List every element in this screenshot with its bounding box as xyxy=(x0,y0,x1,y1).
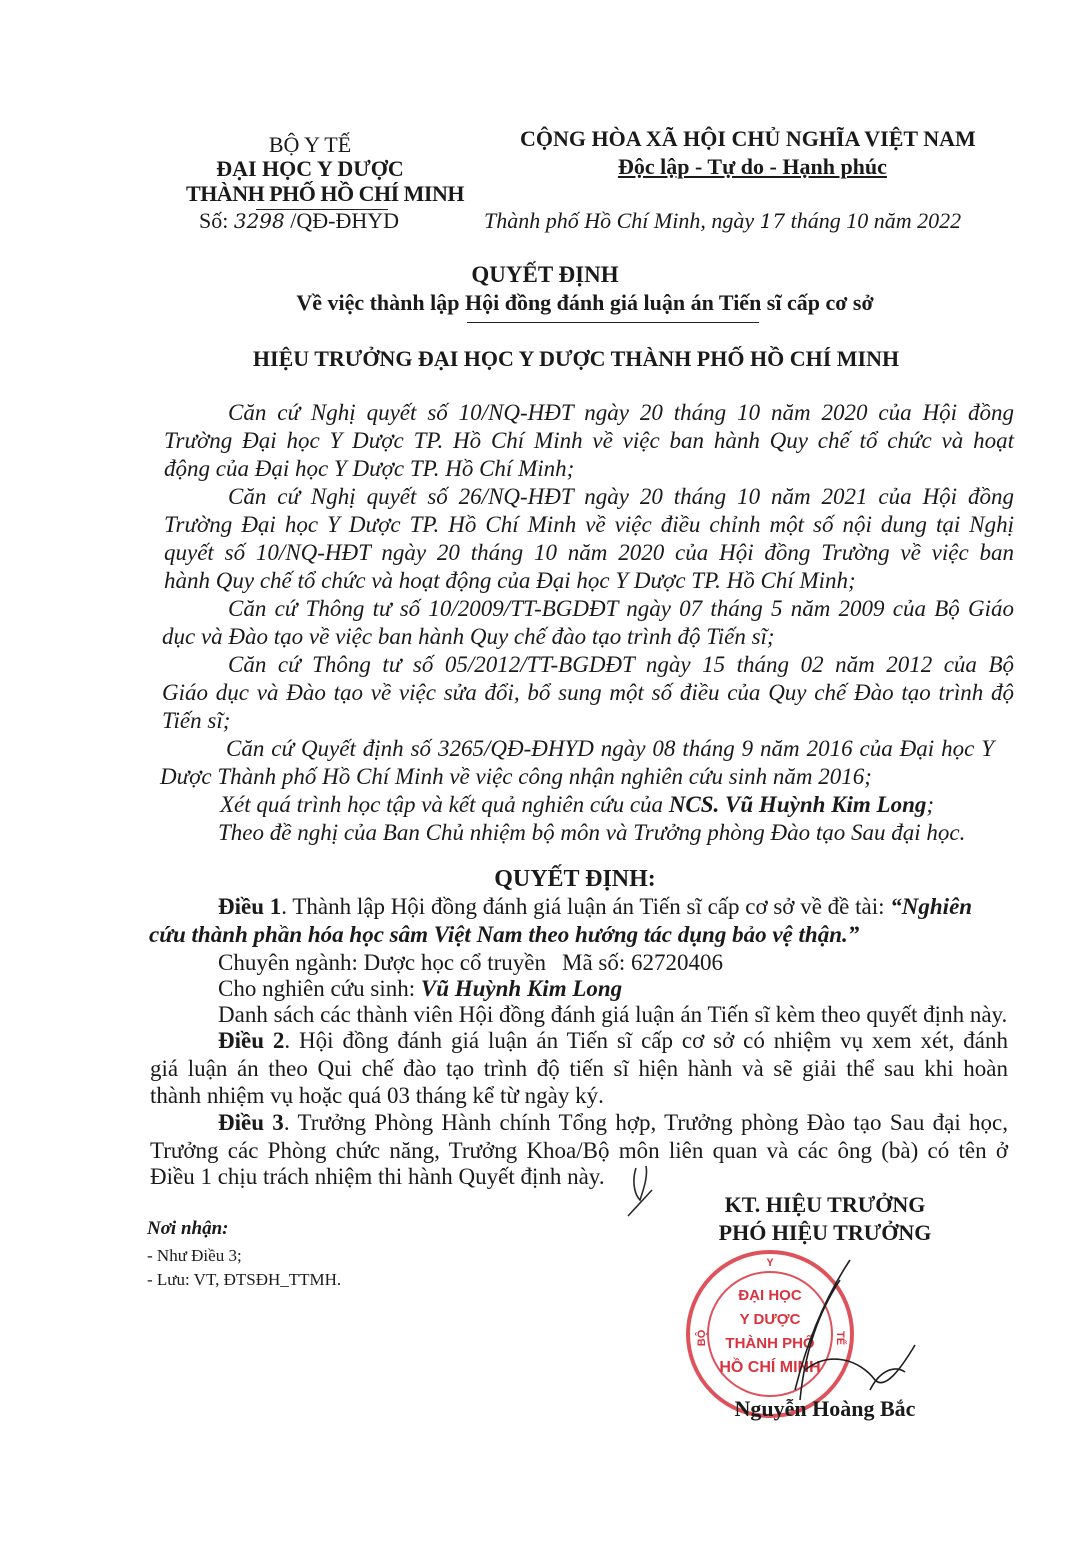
preamble-line: Căn cứ Quyết định số 3265/QĐ-ĐHYD ngày 08 tháng 9 năm 2016 của Đại học Y xyxy=(226,736,994,761)
preamble-line: Giáo dục và Đào tạo về việc sửa đổi, bổ sung một số điều của Quy chế Đào tạo trình độ xyxy=(162,680,1014,705)
article2-line1 xyxy=(218,1028,1008,1054)
consideration-end: ; xyxy=(926,792,935,817)
number-handwritten: 3298 xyxy=(233,209,285,233)
preamble-line: Căn cứ Thông tư số 10/2009/TT-BGDĐT ngày 07 tháng 5 năm 2009 của Bộ Giáo xyxy=(228,596,1014,621)
subject-underline xyxy=(467,322,759,323)
article3-text: . Trưởng Phòng Hành chính Tổng hợp, Trưởng phòng Đào tạo Sau đại học, xyxy=(283,1110,1008,1135)
preamble-line: hành Quy chế tổ chức và hoạt động của Đại học Y Dược TP. Hồ Chí Minh; xyxy=(164,568,856,593)
consideration-text: Xét quá trình học tập và kết quả nghiên cứu của xyxy=(220,792,664,817)
article1-line1 xyxy=(218,894,972,920)
thesis-topic: cứu thành phần hóa học sâm Việt Nam theo hướng tác dụng bảo vệ thận.” xyxy=(149,922,860,947)
handwritten-signature xyxy=(700,1250,940,1410)
preamble-line: Trường Đại học Y Dược TP. Hồ Chí Minh về việc ban hành Quy chế tổ chức và hoạt xyxy=(164,428,1014,453)
date-prefix: Thành phố Hồ Chí Minh, ngày xyxy=(484,208,755,233)
seal-text-line1: ĐẠI HỌC xyxy=(738,1287,802,1304)
article3-line2: Trưởng các Phòng chức năng, Trưởng Khoa/Bộ môn liên quan và các ông (bà) có tên ở xyxy=(150,1138,1008,1163)
article2-label: Điều 2 xyxy=(218,1028,285,1053)
seal-text-line4: HỒ CHÍ MINH xyxy=(719,1359,821,1376)
major-label: Chuyên ngành: Dược học cổ truyền xyxy=(218,950,547,975)
signature-title-line2: PHÓ HIỆU TRƯỞNG xyxy=(718,1220,932,1245)
nation-name: CỘNG HÒA XÃ HỘI CHỦ NGHĨA VIỆT NAM xyxy=(520,126,976,151)
nation-motto: Độc lập - Tự do - Hạnh phúc xyxy=(618,154,887,179)
article3-line3: Điều 1 chịu trách nhiệm thi hành Quyết định này. xyxy=(150,1164,605,1189)
article2-text: . Hội đồng đánh giá luận án Tiến sĩ cấp cơ sở có nhiệm vụ xem xét, đánh xyxy=(284,1028,1009,1053)
preamble-line: Căn cứ Nghị quyết số 10/NQ-HĐT ngày 20 tháng 10 năm 2020 của Hội đồng xyxy=(228,400,1014,425)
seal-text-line2: Y DƯỢC xyxy=(739,1311,801,1328)
preamble-line: dục và Đào tạo về việc ban hành Quy chế đào tạo trình độ Tiến sĩ; xyxy=(162,624,775,649)
consideration-line xyxy=(220,792,934,818)
preamble-line: động của Đại học Y Dược TP. Hồ Chí Minh; xyxy=(164,456,575,481)
issuing-authority: HIỆU TRƯỞNG ĐẠI HỌC Y DƯỢC THÀNH PHỐ HỒ CHÍ MINH xyxy=(252,346,900,371)
ministry-name: BỘ Y TẾ xyxy=(268,132,352,157)
thesis-topic-start: “Nghiên xyxy=(890,894,973,919)
date-day-handwritten: 17 xyxy=(759,209,786,233)
seal-ring-left: BỘ xyxy=(696,1329,708,1347)
recipient-item: - Lưu: VT, ĐTSĐH_TTMH. xyxy=(147,1270,342,1289)
initials-mark xyxy=(622,1160,662,1220)
recipient-item: - Như Điều 3; xyxy=(147,1246,242,1265)
preamble-line: Dược Thành phố Hồ Chí Minh về việc công nhận nghiên cứu sinh năm 2016; xyxy=(160,764,872,789)
number-prefix: Số: xyxy=(199,208,229,233)
preamble-line: Trường Đại học Y Dược TP. Hồ Chí Minh về việc điều chỉnh một số nội dung tại Nghị xyxy=(164,512,1014,537)
article2-line3: thành nhiệm vụ hoặc quá 03 tháng kể từ ngày ký. xyxy=(150,1083,604,1108)
preamble-line: Căn cứ Thông tư số 05/2012/TT-BGDĐT ngày 15 tháng 02 năm 2012 của Bộ xyxy=(228,652,1014,677)
preamble-line: Căn cứ Nghị quyết số 26/NQ-HĐT ngày 20 tháng 10 năm 2021 của Hội đồng xyxy=(228,484,1014,509)
recipients-heading: Nơi nhận: xyxy=(147,1218,229,1239)
seal-ring-top: Y xyxy=(766,1257,774,1269)
article2-line2: giá luận án theo Qui chế đào tạo trình độ tiến sĩ hiện hành và sẽ giải thể sau khi hoàn xyxy=(150,1056,1008,1081)
major-code: Mã số: 62720406 xyxy=(562,950,723,975)
signer-name: Nguyễn Hoàng Bắc xyxy=(734,1396,916,1421)
article3-label: Điều 3 xyxy=(218,1110,284,1135)
candidate-name: Vũ Huỳnh Kim Long xyxy=(420,976,623,1001)
article3-line1 xyxy=(218,1110,1008,1136)
date-suffix: tháng 10 năm 2022 xyxy=(790,208,962,233)
candidate-name-inline: NCS. Vũ Huỳnh Kim Long xyxy=(668,792,927,817)
seal-text-line3: THÀNH PHỐ xyxy=(725,1335,815,1352)
proposal-line: Theo đề nghị của Ban Chủ nhiệm bộ môn và Trưởng phòng Đào tạo Sau đại học. xyxy=(218,820,966,845)
member-list-note: Danh sách các thành viên Hội đồng đánh giá luận án Tiến sĩ kèm theo quyết định này. xyxy=(218,1002,1008,1027)
preamble-line: quyết số 10/NQ-HĐT ngày 20 tháng 10 năm 2020 của Hội đồng Trường về việc ban xyxy=(164,540,1014,565)
candidate-line xyxy=(218,976,622,1002)
signature-title-line1: KT. HIỆU TRƯỞNG xyxy=(724,1192,926,1217)
university-name-line1: ĐẠI HỌC Y DƯỢC xyxy=(216,156,404,181)
document-subject: Về việc thành lập Hội đồng đánh giá luận án Tiến sĩ cấp cơ sở xyxy=(296,290,874,315)
article1-text: . Thành lập Hội đồng đánh giá luận án Tiến sĩ cấp cơ sở về đề tài: xyxy=(281,894,885,919)
article1-label: Điều 1 xyxy=(218,894,282,919)
document-type: QUYẾT ĐỊNH xyxy=(471,262,619,287)
seal-ring-right: TẾ xyxy=(834,1330,846,1346)
university-name-line2: THÀNH PHỐ HỒ CHÍ MINH xyxy=(186,181,464,206)
decision-heading: QUYẾT ĐỊNH: xyxy=(494,866,656,892)
number-suffix: /QĐ-ĐHYD xyxy=(290,208,400,233)
preamble-line: Tiến sĩ; xyxy=(162,708,231,733)
candidate-label: Cho nghiên cứu sinh: xyxy=(218,976,416,1001)
issue-date xyxy=(484,208,961,234)
document-number xyxy=(199,208,399,234)
